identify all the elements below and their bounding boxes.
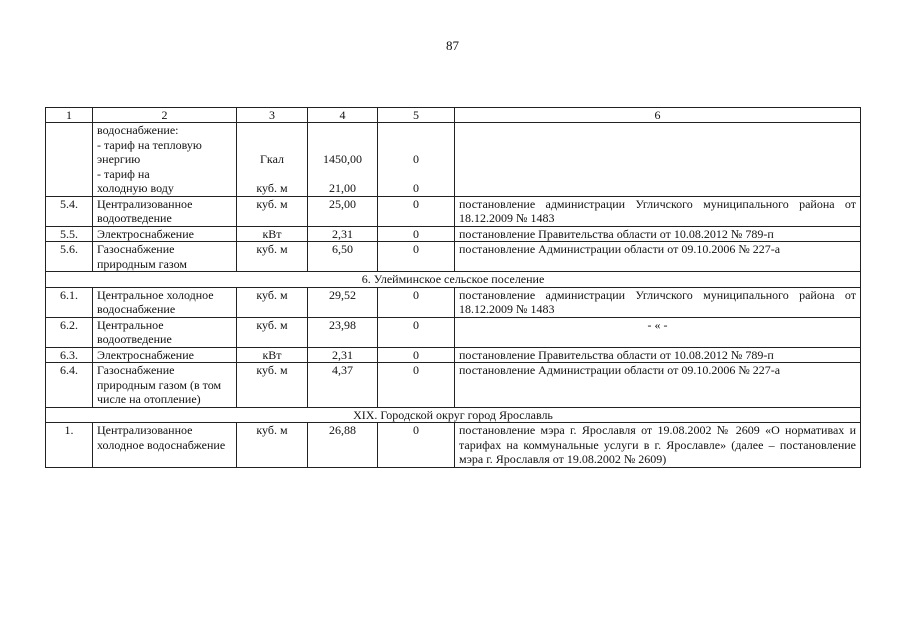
document-cell: постановление Администрации области от 09.10.2006 № 227-а — [455, 363, 861, 408]
norm-value: 21,00 — [329, 181, 356, 195]
unit-cell: куб. м — [237, 423, 308, 468]
table-row — [46, 347, 861, 363]
table-row — [46, 226, 861, 242]
unit-value: куб. м — [256, 181, 288, 195]
document-cell: постановление администрации Угличского муниципального района от 18.12.2009 № 1483 — [455, 196, 861, 226]
row-number-cell: 5.6. — [46, 242, 93, 272]
unit-cell — [237, 123, 308, 197]
document-cell: постановление Правительства области от 10.08.2012 № 789-п — [455, 226, 861, 242]
increase-cell: 0 — [378, 317, 455, 347]
service-name-line: - тариф на тепловую — [97, 137, 202, 152]
service-name-cell: Электроснабжение — [93, 347, 237, 363]
table-row — [46, 287, 861, 317]
column-number: 2 — [93, 108, 237, 123]
value-cell: 4,37 — [308, 363, 378, 408]
unit-value: Гкал — [259, 152, 284, 166]
value-cell: 26,88 — [308, 423, 378, 468]
service-name-line: холодную воду — [97, 181, 174, 195]
section-title: XIX. Городской округ город Ярославль — [46, 407, 861, 423]
tariff-table — [45, 107, 861, 468]
column-number: 3 — [237, 108, 308, 123]
norm-value: 1450,00 — [323, 152, 362, 166]
service-name-cell: Центральное водоотведение — [93, 317, 237, 347]
section-row — [46, 272, 861, 288]
value-cell: 2,31 — [308, 226, 378, 242]
service-name-line: - тариф на — [97, 166, 150, 181]
increase-value: 0 — [413, 152, 419, 166]
unit-cell: куб. м — [237, 242, 308, 272]
table-row — [46, 423, 861, 468]
document-cell: постановление Правительства области от 10.08.2012 № 789-п — [455, 347, 861, 363]
document-cell: постановление администрации Угличского муниципального района от 18.12.2009 № 1483 — [455, 287, 861, 317]
row-number-cell: 5.4. — [46, 196, 93, 226]
unit-cell: куб. м — [237, 363, 308, 408]
unit-cell: кВт — [237, 347, 308, 363]
column-number: 6 — [455, 108, 861, 123]
increase-cell: 0 — [378, 347, 455, 363]
service-name-cell — [93, 123, 237, 197]
service-name-cell: Газоснабжение природным газом — [93, 242, 237, 272]
increase-cell: 0 — [378, 363, 455, 408]
section-title: 6. Улейминское сельское поселение — [46, 272, 861, 288]
document-cell: постановление Администрации области от 09.10.2006 № 227-а — [455, 242, 861, 272]
value-cell — [308, 123, 378, 197]
row-number-cell: 5.5. — [46, 226, 93, 242]
value-cell: 25,00 — [308, 196, 378, 226]
table-row — [46, 363, 861, 408]
service-name-line: водоснабжение: — [97, 123, 179, 137]
increase-cell: 0 — [378, 242, 455, 272]
increase-cell — [378, 123, 455, 197]
unit-cell: куб. м — [237, 317, 308, 347]
document-cell — [455, 123, 861, 197]
service-name-cell: Централизованное холодное водоснабжение — [93, 423, 237, 468]
value-cell: 29,52 — [308, 287, 378, 317]
column-number: 5 — [378, 108, 455, 123]
value-cell: 2,31 — [308, 347, 378, 363]
increase-cell: 0 — [378, 226, 455, 242]
column-number: 4 — [308, 108, 378, 123]
row-number-cell: 6.2. — [46, 317, 93, 347]
unit-cell: куб. м — [237, 196, 308, 226]
row-number-cell: 6.3. — [46, 347, 93, 363]
unit-cell: кВт — [237, 226, 308, 242]
increase-value: 0 — [413, 181, 419, 195]
increase-cell: 0 — [378, 423, 455, 468]
document-cell: - « - — [455, 317, 861, 347]
table-row — [46, 123, 861, 197]
row-number-cell — [46, 123, 93, 197]
table-row — [46, 196, 861, 226]
row-number-cell: 6.4. — [46, 363, 93, 408]
service-name-cell: Центральное холодное водоснабжение — [93, 287, 237, 317]
increase-cell: 0 — [378, 287, 455, 317]
value-cell: 6,50 — [308, 242, 378, 272]
table-row — [46, 242, 861, 272]
document-cell: постановление мэра г. Ярославля от 19.08.2002 № 2609 «О нормативах и тарифах на коммунальные услуги в г. Ярославле» (далее – постановление мэра г. Ярославля от 19.08.2002 № 2609) — [455, 423, 861, 468]
page-number: 87 — [446, 38, 459, 53]
service-name-cell: Газоснабжение природным газом (в том числе на отопление) — [93, 363, 237, 408]
section-row — [46, 407, 861, 423]
service-name-cell: Электроснабжение — [93, 226, 237, 242]
service-name-cell: Централизованное водоотведение — [93, 196, 237, 226]
row-number-cell: 1. — [46, 423, 93, 468]
table-row — [46, 317, 861, 347]
service-name-line: энергию — [97, 152, 141, 166]
increase-cell: 0 — [378, 196, 455, 226]
row-number-cell: 6.1. — [46, 287, 93, 317]
column-number: 1 — [46, 108, 93, 123]
unit-cell: куб. м — [237, 287, 308, 317]
column-numbers-row — [46, 108, 861, 123]
value-cell: 23,98 — [308, 317, 378, 347]
